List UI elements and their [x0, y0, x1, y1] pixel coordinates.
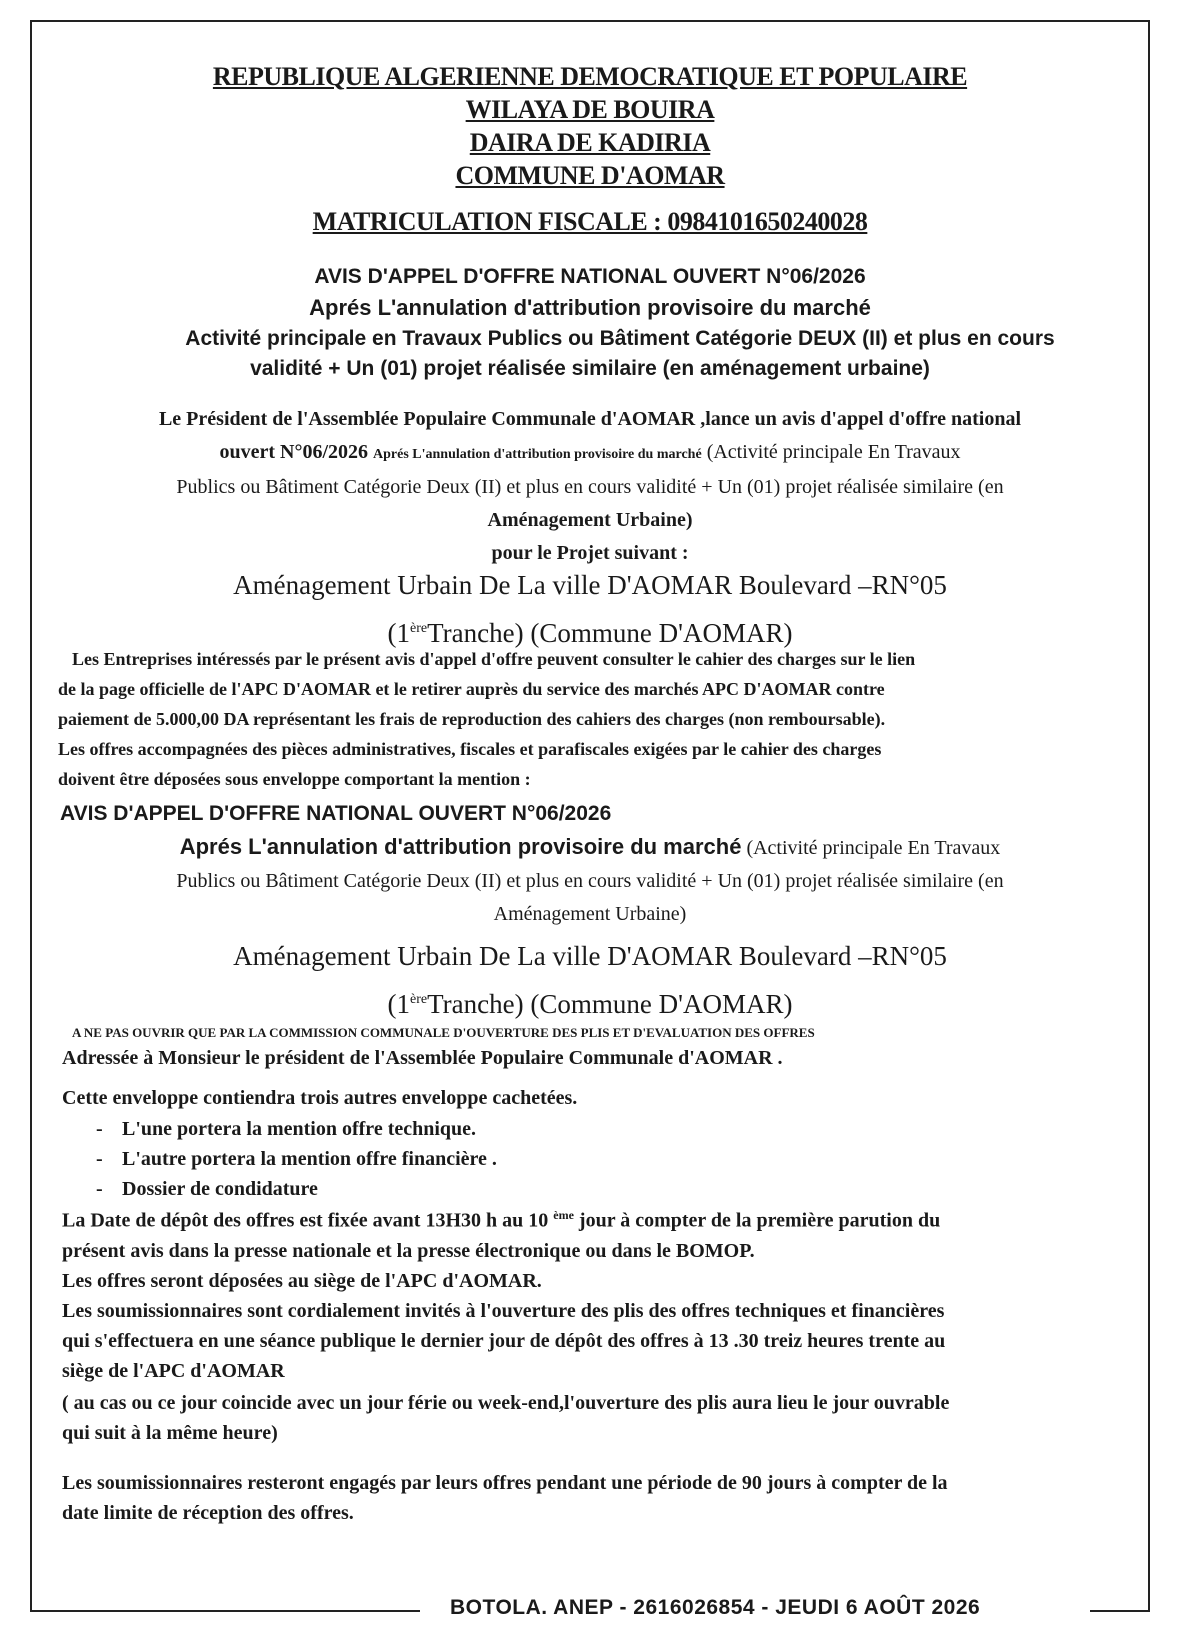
document-header: [30, 60, 1150, 192]
addressed-to: Adressée à Monsieur le président de l'Assemblée Populaire Communale d'AOMAR .: [62, 1047, 783, 1069]
mention-project-tranche: [30, 978, 1150, 1026]
footer-rule-right: [1090, 1610, 1150, 1612]
mention-project-block: [30, 934, 1150, 1026]
intro-line-1: Le Président de l'Assemblée Populaire Communale d'AOMAR ,lance un avis d'appel d'offre national: [158, 408, 1022, 430]
consult-line-2: de la page officielle de l'APC D'AOMAR et le retirer auprès du service des marchés APC D'AOMAR contre: [58, 679, 885, 699]
header-wilaya: WILAYA DE BOUIRA: [465, 95, 715, 124]
notice-title-block: [30, 262, 1150, 384]
footer-rule-left: [30, 1610, 420, 1612]
consult-line-5: doivent être déposées sous enveloppe comportant la mention :: [58, 769, 531, 789]
intro-line-2: [30, 436, 1150, 471]
opening-line-1: Les soumissionnaires sont cordialement invités à l'ouverture des plis des offres techniques et financières: [62, 1300, 945, 1322]
mention-line-2: Publics ou Bâtiment Catégorie Deux (II) et plus en cours validité + Un (01) projet réalisée similaire (en: [176, 870, 1004, 892]
mention-subtitle: Aprés L'annulation d'attribution provisoire du marché: [179, 834, 742, 859]
intro-annulation: Aprés L'annulation d'attribution provisoire du marché: [373, 447, 702, 462]
project-block: [30, 563, 1150, 655]
mention-block: [30, 830, 1150, 931]
mention-line-1: [30, 830, 1150, 865]
mention-tranche-superscript: ère: [410, 992, 428, 1007]
consult-line-3: paiement de 5.000,00 DA représentant les frais de reproduction des cahiers des charges (non remboursable).: [58, 709, 886, 729]
notice-activity-1: Activité principale en Travaux Publics ou Bâtiment Catégorie DEUX (II) et plus en cours: [185, 327, 1055, 350]
intro-tender-number: ouvert N°06/2026: [219, 441, 369, 463]
mention-activity: (Activité principale En Travaux: [746, 837, 1001, 859]
intro-line-3: Publics ou Bâtiment Catégorie Deux (II) et plus en cours validité + Un (01) projet réalisée similaire (en: [176, 476, 1004, 498]
opening-line-2: qui s'effectuera en une séance publique le dernier jour de dépôt des offres à 13 .30 treiz heures trente au: [62, 1330, 946, 1352]
tranche-close: Tranche) (Commune D'AOMAR): [427, 618, 793, 648]
envelope-list: [62, 1114, 1142, 1204]
consult-line-4: Les offres accompagnées des pièces administratives, fiscales et parafiscales exigées par le cahier des charges: [58, 739, 882, 759]
consult-paragraph: [30, 644, 1178, 794]
mention-project-name: Aménagement Urbain De La ville D'AOMAR Boulevard –RN°05: [233, 941, 947, 971]
notice-subtitle: Aprés L'annulation d'attribution provisoire du marché: [309, 295, 871, 320]
header-commune: COMMUNE D'AOMAR: [455, 161, 725, 190]
envelope-item: - L'autre portera la mention offre financière .: [62, 1144, 1142, 1174]
tranche-superscript: ère: [410, 621, 428, 636]
mention-tranche-open: (1: [387, 989, 411, 1019]
validity-line-2: date limite de réception des offres.: [62, 1502, 354, 1524]
mention-title: AVIS D'APPEL D'OFFRE NATIONAL OUVERT N°06/2026: [60, 802, 612, 825]
mention-tranche-close: Tranche) (Commune D'AOMAR): [427, 989, 793, 1019]
mention-line-3: Aménagement Urbaine): [493, 903, 687, 925]
deadline-line-1: [62, 1200, 1142, 1236]
footer-text: BOTOLA. ANEP - 2616026854 - JEUDI 6 AOÛT 2026: [450, 1596, 981, 1619]
intro-activity: (Activité principale En Travaux: [706, 441, 961, 463]
holiday-line-1: ( au cas ou ce jour coincide avec un jour férie ou week-end,l'ouverture des plis aura lieu le jour ouvrable: [62, 1392, 950, 1414]
notice-activity-2: validité + Un (01) projet réalisée similaire (en aménagement urbaine): [250, 357, 930, 380]
envelope-item: - Dossier de condidature: [62, 1174, 1142, 1204]
header-republic: REPUBLIQUE ALGERIENNE DEMOCRATIQUE ET POPULAIRE: [212, 62, 968, 91]
validity-paragraph: [62, 1468, 1142, 1528]
holiday-paragraph: [62, 1388, 1142, 1448]
opening-line-3: siège de l'APC d'AOMAR: [62, 1360, 285, 1382]
holiday-line-2: qui suit à la même heure): [62, 1422, 278, 1444]
envelope-intro: Cette enveloppe contiendra trois autres enveloppe cachetées.: [62, 1087, 578, 1109]
deadline-line-2: présent avis dans la presse nationale et la presse électronique ou dans le BOMOP.: [62, 1239, 755, 1262]
opening-paragraph: [62, 1296, 1142, 1386]
project-name: Aménagement Urbain De La ville D'AOMAR Boulevard –RN°05: [233, 570, 947, 600]
intro-paragraph: [30, 403, 1150, 570]
header-daira: DAIRA DE KADIRIA: [469, 128, 711, 157]
deadline-paragraph: [62, 1200, 1142, 1296]
deadline-text-a: La Date de dépôt des offres est fixée avant 13H30 h au 10: [62, 1209, 549, 1232]
deadline-superscript: ème: [553, 1208, 574, 1222]
consult-line-1: Les Entreprises intéressés par le présent avis d'appel d'offre peuvent consulter le cahier des charges sur le lien: [72, 649, 916, 669]
envelope-item: - L'une portera la mention offre technique.: [62, 1114, 1142, 1144]
intro-line-5: pour le Projet suivant :: [491, 542, 689, 564]
validity-line-1: Les soumissionnaires resteront engagés par leurs offres pendant une période de 90 jours à compter de la: [62, 1472, 948, 1494]
deadline-line-3: Les offres seront déposées au siège de l'APC d'AOMAR.: [62, 1269, 542, 1292]
do-not-open-notice: A NE PAS OUVRIR QUE PAR LA COMMISSION COMMUNALE D'OUVERTURE DES PLIS ET D'EVALUATION DES OFFRES: [72, 1025, 815, 1040]
intro-line-4: Aménagement Urbaine): [487, 509, 693, 531]
notice-title: AVIS D'APPEL D'OFFRE NATIONAL OUVERT N°06/2026: [314, 265, 866, 288]
deadline-text-b: jour à compter de la première parution du: [578, 1209, 941, 1232]
tranche-open: (1: [387, 618, 411, 648]
fiscal-matricule: MATRICULATION FISCALE : 0984101650240028: [312, 207, 868, 236]
envelope-block: [62, 1082, 1142, 1204]
publication-footer: [0, 1588, 1180, 1632]
